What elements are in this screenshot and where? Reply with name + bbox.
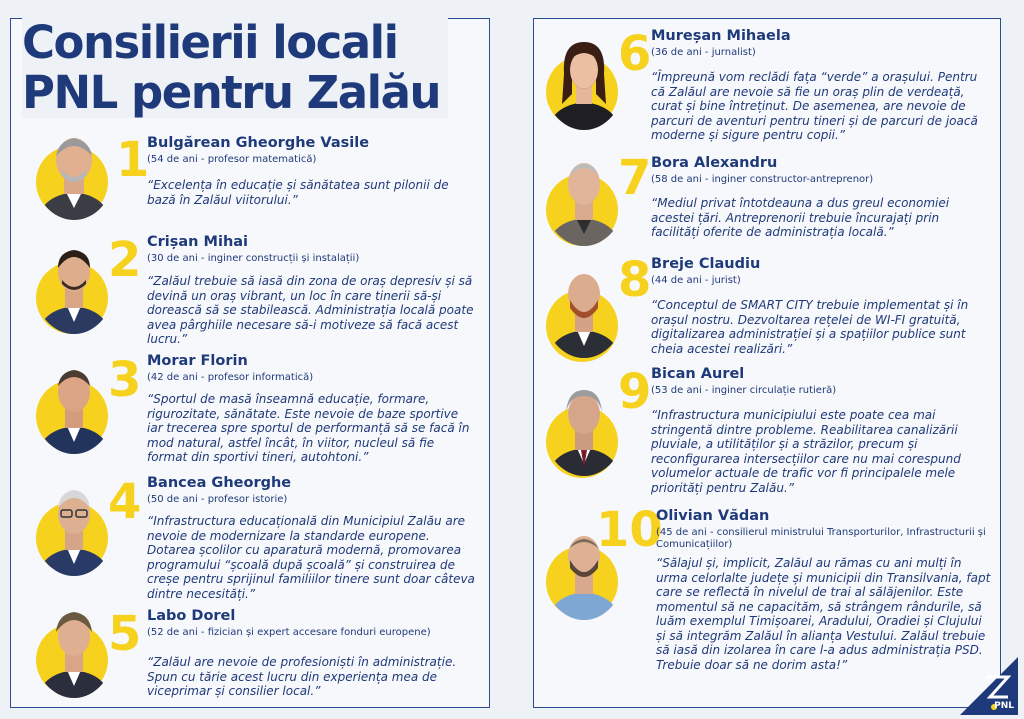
candidate-name: Olivian Vădan [656, 508, 770, 524]
candidate-quote: “Sportul de masă înseamnă educație, formare, rigurozitate, sănătate. Este nevoie de baze sportive iar trecerea spre sportul de performanță să se facă în mod natural, astfel încât, în viitor, nucleul să fie format din sportivi tineri, autohtoni.” [147, 392, 470, 464]
candidate-name: Bora Alexandru [651, 155, 778, 171]
candidate-number: 2 [108, 232, 142, 288]
candidate-quote: “Excelența în educație și sănătatea sunt pilonii de bază în Zalăul viitorului.” [147, 178, 449, 207]
candidate-quote: “Infrastructura municipiului este poate cea mai stringentă dintre probleme. Reabilitarea canalizării pluviale, a utilităților și a străzilor, precum și reconfigurarea intersecțiilor care nu mai corespund volumelor actuale de trafic vor fi principalele mele priorități pentru Zalău.” [651, 408, 961, 495]
candidate-details: (50 de ani - profesor istorie) [147, 494, 288, 505]
candidate-photo [544, 380, 624, 476]
candidate-quote: “Mediul privat întotdeauna a dus greul economiei acestei țări. Antreprenorii trebuie încurajați prin facilități oferite de administrația locală.” [651, 196, 950, 239]
candidate-name: Breje Claudiu [651, 256, 761, 272]
pnl-logo-text: PNL [994, 701, 1014, 711]
candidate-details: (42 de ani - profesor informatică) [147, 372, 314, 383]
candidate-details: (36 de ani - jurnalist) [651, 47, 756, 58]
candidate-photo [34, 238, 114, 334]
candidate-quote: “Zalăul are nevoie de profesioniști în administrație. Spun cu tărie acest lucru din experiența mea de viceprimar și consilier local.” [147, 655, 457, 698]
candidate-quote: “Zalăul trebuie să iasă din zona de oraș depresiv și să devină un oraș vibrant, un loc în care tinerii să-și dorească să se stabilească. Administrația locală poate avea pârghiile necesare să-i motiveze să facă acest lucru.” [147, 274, 474, 346]
candidate-photo [544, 150, 624, 246]
candidate-quote: “Infrastructura educațională din Municipiul Zalău are nevoie de modernizare la standarde europene. Dotarea școlilor cu aparatură modernă, promovarea programului “școală după școală” și construirea de creșe pentru sprijinul familiilor tinere sunt doar câteva dintre necesități.” [147, 514, 475, 601]
candidate-number: 5 [108, 606, 142, 662]
candidate-number: 8 [618, 252, 652, 308]
candidate-name: Mureșan Mihaela [651, 28, 791, 44]
candidate-photo [34, 126, 114, 220]
candidate-details: (45 de ani - consilierul ministrului Transporturilor, Infrastructurii și Comunicațiilor) [656, 527, 986, 550]
candidate-photo [34, 480, 114, 576]
candidate-number: 9 [618, 364, 652, 420]
candidate-number: 1 [116, 132, 150, 188]
title-line-2: PNL pentru Zalău [22, 66, 440, 119]
candidate-quote: “Sălajul și, implicit, Zalăul au rămas cu ani mulți în urma celorlalte județe și municipii din Transilvania, fapt care se reflectă în nivelul de trai al sălăjenilor. Este momentul să ne capacităm, să strângem rândurile, să luăm exemplul Timișoarei, Aradului, Oradiei și Clujului și să integrăm Zalăul în alianța Vestului. Zalăul trebuie să iasă din izolarea în care l-a adus administrația PSD. Trebuie doar să ne dorim asta!” [656, 556, 991, 672]
candidate-details: (30 de ani - inginer construcții și instalații) [147, 253, 360, 264]
candidate-name: Bican Aurel [651, 366, 745, 382]
candidate-number: 10 [596, 502, 663, 558]
page-title [22, 18, 448, 118]
candidate-details: (52 de ani - fizician și expert accesare fonduri europene) [147, 627, 431, 638]
candidate-details: (44 de ani - jurist) [651, 275, 741, 286]
candidate-quote: “Conceptul de SMART CITY trebuie implementat și în orașul nostru. Dezvoltarea rețelei de WI-FI gratuită, digitalizarea administrației și a spațiilor publice sunt cheia acestei realizări.” [651, 298, 969, 356]
title-line-1: Consilierii locali [22, 16, 398, 69]
candidate-name: Morar Florin [147, 353, 248, 369]
candidate-name: Crișan Mihai [147, 234, 249, 250]
candidate-photo [34, 602, 114, 698]
candidate-photo [34, 358, 114, 454]
candidate-name: Bulgărean Gheorghe Vasile [147, 135, 370, 151]
candidate-details: (54 de ani - profesor matematică) [147, 154, 317, 165]
candidate-number: 4 [108, 474, 142, 530]
candidate-photo [544, 262, 624, 358]
candidate-quote: “Împreună vom reclădi fața “verde” a orașului. Pentru că Zalăul are nevoie să fie un oraș plin de verdeață, curat și bine întreținut. De asemenea, are nevoie de parcuri de aventuri pentru tineri și de parcuri de joacă moderne și sigure pentru copii.” [651, 70, 978, 142]
candidate-number: 7 [618, 150, 652, 206]
candidate-details: (53 de ani - inginer circulație rutieră) [651, 385, 837, 396]
candidate-photo [544, 34, 624, 130]
candidate-name: Labo Dorel [147, 608, 236, 624]
candidate-details: (58 de ani - inginer constructor-antreprenor) [651, 174, 874, 185]
candidate-number: 6 [618, 26, 652, 82]
candidate-number: 3 [108, 352, 142, 408]
candidate-name: Bancea Gheorghe [147, 475, 292, 491]
